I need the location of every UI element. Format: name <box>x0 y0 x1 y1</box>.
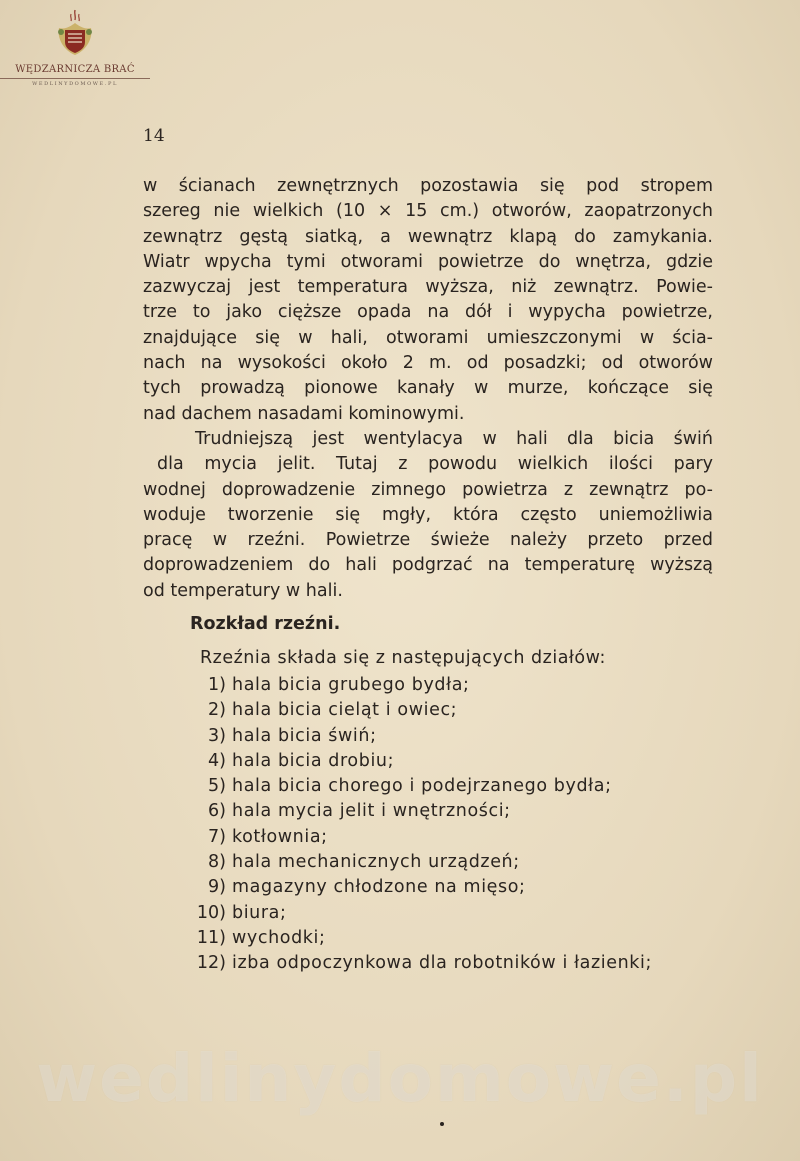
list-item <box>190 825 710 850</box>
text-line: tych prowadzą pionowe kanały w murze, kończące się <box>143 378 713 399</box>
list-item-text: hala bicia świń; <box>232 725 377 746</box>
text-line: dla mycia jelit. Tutaj z powodu wielkich ilości pary <box>157 454 713 475</box>
list-item <box>190 749 710 774</box>
list-item <box>190 901 710 926</box>
text-line: zazwyczaj jest temperatura wyższa, niż zewnątrz. Powie- <box>143 277 713 298</box>
text-line: pracę w rzeźni. Powietrze świeże należy przeto przed <box>143 530 713 551</box>
list-item-number: 7) <box>208 826 226 847</box>
list-item-text: biura; <box>232 902 287 923</box>
list-item-text: hala bicia grubego bydła; <box>232 675 470 695</box>
section-heading: Rozkład rzeźni. <box>190 614 341 634</box>
list-item-number: 2) <box>208 700 226 721</box>
text-line: wodnej doprowadzenie zimnego powietrza z zewnątrz po- <box>143 479 713 500</box>
watermark: wedlinydomowe.pl <box>36 1040 764 1117</box>
list-item-text: hala mycia jelit i wnętrzności; <box>232 801 511 822</box>
list-item <box>190 698 710 723</box>
list-item-number: 12) <box>196 953 226 974</box>
list-item-number: 6) <box>208 801 226 822</box>
departments-list <box>190 673 710 977</box>
text-line: doprowadzeniem do hali podgrzać na temperaturę wyższą <box>143 555 713 576</box>
list-item-number: 5) <box>208 776 226 797</box>
list-item <box>190 850 710 875</box>
text-line: znajdujące się w hali, otworami umieszczonymi w ścia- <box>143 327 713 348</box>
text-line: trze to jako cięższe opada na dół i wypycha powietrze, <box>143 302 713 323</box>
list-item-text: wychodki; <box>232 927 326 948</box>
text-line: od temperatury w hali. <box>143 580 343 601</box>
list-item-text: hala bicia cieląt i owiec; <box>232 700 458 721</box>
list-item <box>190 926 710 951</box>
list-item <box>190 774 710 799</box>
site-logo[interactable] <box>0 8 150 87</box>
list-item-text: hala bicia drobiu; <box>232 750 395 771</box>
list-item-number: 4) <box>208 750 226 771</box>
list-item-number: 10) <box>196 902 226 923</box>
text-line: zewnątrz gęstą siatką, a wewnątrz klapą do zamykania. <box>143 226 713 247</box>
list-item <box>190 875 710 900</box>
body-text <box>143 174 713 604</box>
list-item-text: izba odpoczynkowa dla robotników i łazienki; <box>232 953 652 974</box>
text-line: nach na wysokości około 2 m. od posadzki; od otworów <box>143 353 713 374</box>
list-item-text: hala mechanicznych urządzeń; <box>232 852 520 873</box>
list-item-number: 8) <box>208 852 226 873</box>
list-item-number: 11) <box>196 927 226 948</box>
logo-title: WĘDZARNICZA BRAĆ <box>15 64 135 75</box>
text-line: woduje tworzenie się mgły, która często uniemożliwia <box>143 504 713 525</box>
list-item-number: 9) <box>208 877 226 898</box>
list-item-number: 1) <box>208 675 226 695</box>
list-item-number: 3) <box>208 725 226 746</box>
text-line: w ścianach zewnętrznych pozostawia się pod stropem <box>143 176 713 196</box>
list-item-text: hala bicia chorego i podejrzanego bydła; <box>232 776 612 797</box>
crest-icon <box>53 8 97 58</box>
text-line: szereg nie wielkich (10 × 15 cm.) otworów, zaopatrzonych <box>143 201 713 222</box>
list-intro: Rzeźnia składa się z następujących działów: <box>200 648 606 668</box>
ink-dot <box>440 1122 444 1126</box>
list-item <box>190 673 710 698</box>
list-item-text: kotłownia; <box>232 826 328 847</box>
list-item <box>190 951 710 976</box>
list-item-text: magazyny chłodzone na mięso; <box>232 877 526 898</box>
page-number: 14 <box>143 126 165 146</box>
text-line: nad dachem nasadami kominowymi. <box>143 403 465 424</box>
text-line: Wiatr wpycha tymi otworami powietrze do wnętrza, gdzie <box>143 251 713 272</box>
list-item <box>190 799 710 824</box>
logo-subtitle: WEDLINYDOMOWE.PL <box>32 81 118 87</box>
logo-divider <box>0 78 150 79</box>
text-line: Trudniejszą jest wentylacya w hali dla bicia świń <box>195 428 713 449</box>
list-item <box>190 724 710 749</box>
